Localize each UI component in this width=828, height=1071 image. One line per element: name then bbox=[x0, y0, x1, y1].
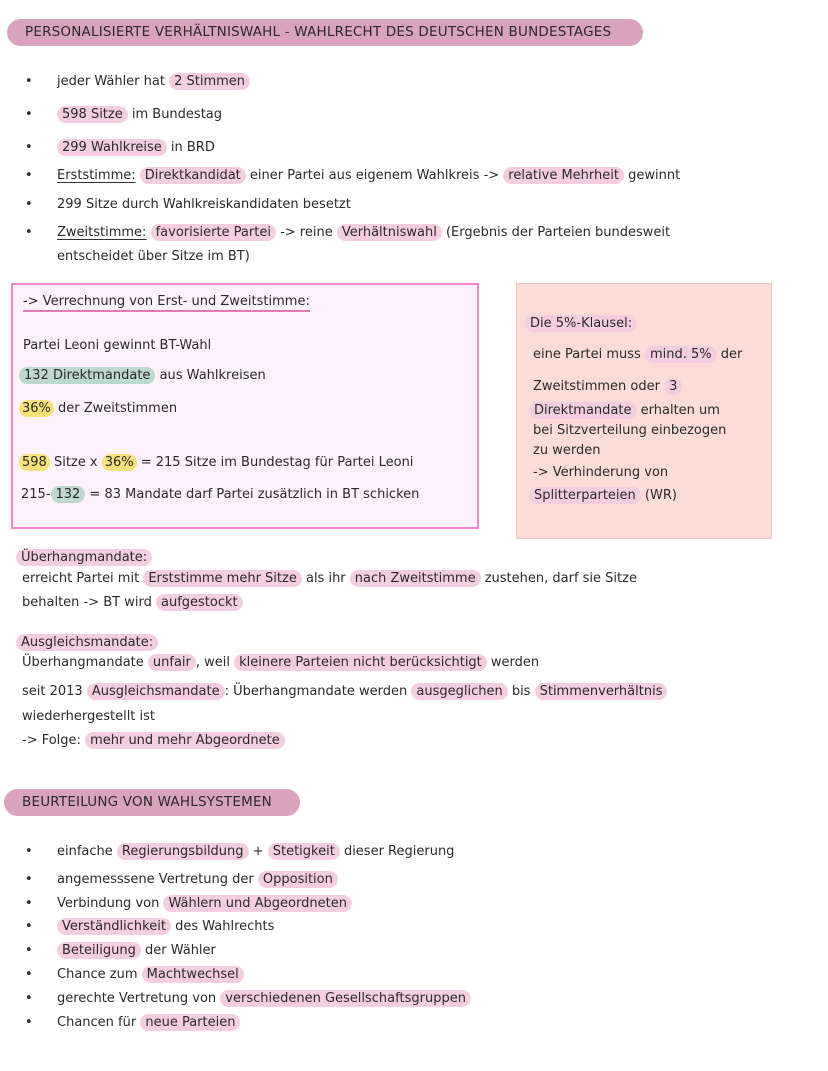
text: dieser Regierung bbox=[339, 844, 455, 859]
text: 299 Sitze durch Wahlkreiskandidaten besetzt bbox=[57, 197, 351, 212]
highlight: Regierungsbildung bbox=[117, 843, 249, 860]
text-line bbox=[22, 731, 285, 751]
highlight: 598 Sitze bbox=[57, 106, 128, 123]
box-5-prozent-klausel bbox=[516, 283, 772, 539]
highlight: Erststimme mehr Sitze bbox=[143, 570, 302, 587]
text-line bbox=[19, 366, 266, 386]
highlight: mind. 5% bbox=[645, 346, 717, 363]
bullet: • bbox=[25, 74, 33, 89]
list-item bbox=[0, 165, 828, 187]
text-line bbox=[533, 345, 742, 365]
text-line bbox=[22, 593, 243, 613]
highlight: Opposition bbox=[258, 871, 338, 888]
text: Verbindung von bbox=[57, 896, 164, 911]
bullet: • bbox=[25, 872, 33, 887]
list-item bbox=[0, 940, 828, 962]
text-line bbox=[22, 682, 667, 702]
text: einer Partei aus eigenem Wahlkreis -> bbox=[245, 168, 504, 183]
box-heading: -> Verrechnung von Erst- und Zweitstimme: bbox=[23, 294, 310, 309]
bullet: • bbox=[25, 197, 33, 212]
bullet: • bbox=[25, 168, 33, 183]
text: (WR) bbox=[640, 488, 677, 503]
text: im Bundestag bbox=[127, 107, 223, 122]
list-item bbox=[0, 964, 828, 986]
text: Partei Leoni gewinnt BT-Wahl bbox=[23, 338, 212, 353]
highlight: 132 Direktmandate bbox=[19, 367, 155, 384]
text: -> Folge: bbox=[22, 733, 86, 748]
text: bei Sitzverteilung einbezogen bbox=[533, 423, 727, 438]
text: der Zweitstimmen bbox=[53, 401, 178, 416]
bullet: • bbox=[25, 896, 33, 911]
text: zu werden bbox=[533, 443, 601, 458]
text: , weil bbox=[195, 655, 235, 670]
highlight: unfair bbox=[148, 654, 196, 671]
text: des Wahlrechts bbox=[170, 919, 275, 934]
text: entscheidet über Sitze im BT) bbox=[57, 249, 250, 264]
text: jeder Wähler hat bbox=[57, 74, 170, 89]
text: + bbox=[248, 844, 268, 859]
highlight: Ausgleichsmandate bbox=[87, 683, 225, 700]
list-item bbox=[0, 893, 828, 915]
highlight: favorisierte Partei bbox=[151, 224, 276, 241]
text-line bbox=[19, 399, 177, 419]
highlight: 36% bbox=[102, 454, 137, 471]
bullet: • bbox=[25, 967, 33, 982]
text-line bbox=[22, 569, 637, 589]
text: = 83 Mandate darf Partei zusätzlich in BT schicken bbox=[85, 487, 420, 502]
text: behalten -> BT wird bbox=[22, 595, 156, 610]
highlight: ausgeglichen bbox=[411, 683, 507, 700]
bullet: • bbox=[25, 107, 33, 122]
box-heading bbox=[525, 314, 637, 334]
heading-ueberhangmandate bbox=[16, 548, 152, 568]
bullet: • bbox=[25, 991, 33, 1006]
text-line bbox=[21, 485, 419, 505]
highlight: mehr und mehr Abgeordnete bbox=[85, 732, 285, 749]
text: Chance zum bbox=[57, 967, 142, 982]
list-item-continuation bbox=[0, 246, 828, 268]
bullet: • bbox=[25, 844, 33, 859]
text: (Ergebnis der Parteien bundesweit bbox=[441, 225, 671, 240]
highlight: Machtwechsel bbox=[142, 966, 244, 983]
highlight: neue Parteien bbox=[140, 1014, 240, 1031]
text: gerechte Vertretung von bbox=[57, 991, 221, 1006]
list-item bbox=[0, 222, 828, 244]
highlight: kleinere Parteien nicht berücksichtigt bbox=[234, 654, 487, 671]
highlight: nach Zweitstimme bbox=[350, 570, 481, 587]
text: gewinnt bbox=[623, 168, 681, 183]
list-item bbox=[0, 916, 828, 938]
text: der Wähler bbox=[140, 943, 216, 958]
text-line bbox=[533, 377, 682, 397]
text: erhalten um bbox=[636, 403, 720, 418]
list-item bbox=[0, 1012, 828, 1034]
bullet: • bbox=[25, 919, 33, 934]
highlight: relative Mehrheit bbox=[503, 167, 624, 184]
text: wiederhergestellt ist bbox=[22, 709, 156, 724]
list-item bbox=[0, 869, 828, 891]
text: Sitze x bbox=[49, 455, 102, 470]
text: 215- bbox=[21, 487, 51, 502]
text: -> reine bbox=[275, 225, 337, 240]
text: seit 2013 bbox=[22, 684, 87, 699]
highlight: Ausgleichsmandate: bbox=[16, 634, 158, 651]
highlight: Stetigkeit bbox=[268, 843, 340, 860]
highlight: Verständlichkeit bbox=[57, 918, 171, 935]
text: werden bbox=[486, 655, 540, 670]
text: der bbox=[716, 347, 743, 362]
text-line bbox=[529, 401, 720, 421]
highlight: Beteiligung bbox=[57, 942, 141, 959]
highlight: Wählern und Abgeordneten bbox=[163, 895, 351, 912]
bullet: • bbox=[25, 225, 33, 240]
list-item bbox=[0, 104, 828, 126]
term-zweitstimme: Zweitstimme: bbox=[57, 225, 147, 240]
section-title-wahlrecht: PERSONALISIERTE VERHÄLTNISWAHL - WAHLRECHT DES DEUTSCHEN BUNDESTAGES bbox=[7, 19, 643, 46]
text: Überhangmandate bbox=[22, 655, 148, 670]
text: Zweitstimmen oder bbox=[533, 379, 665, 394]
highlight: Verhältniswahl bbox=[337, 224, 442, 241]
text: eine Partei muss bbox=[533, 347, 645, 362]
list-item bbox=[0, 841, 828, 863]
highlight: Direktkandidat bbox=[140, 167, 246, 184]
highlight: Stimmenverhältnis bbox=[535, 683, 668, 700]
text: aus Wahlkreisen bbox=[155, 368, 266, 383]
highlight: Die 5%-Klausel: bbox=[525, 315, 637, 332]
text: bis bbox=[507, 684, 535, 699]
text: zustehen, darf sie Sitze bbox=[480, 571, 637, 586]
text-line bbox=[19, 453, 413, 473]
heading-ausgleichsmandate bbox=[16, 633, 158, 653]
text: Chancen für bbox=[57, 1015, 141, 1030]
section-title-beurteilung: BEURTEILUNG VON WAHLSYSTEMEN bbox=[4, 789, 300, 816]
box-verrechnung bbox=[11, 283, 479, 529]
text: als ihr bbox=[301, 571, 350, 586]
highlight: Direktmandate bbox=[529, 402, 637, 419]
text: in BRD bbox=[166, 140, 215, 155]
text: erreicht Partei mit bbox=[22, 571, 144, 586]
text: -> Verhinderung von bbox=[533, 465, 669, 480]
text-line bbox=[22, 653, 539, 673]
text: angemesssene Vertretung der bbox=[57, 872, 258, 887]
text: : Überhangmandate werden bbox=[224, 684, 412, 699]
bullet: • bbox=[25, 943, 33, 958]
list-item bbox=[0, 194, 828, 216]
text-line bbox=[529, 486, 677, 506]
bullet: • bbox=[25, 140, 33, 155]
highlight: 36% bbox=[19, 400, 54, 417]
list-item bbox=[0, 988, 828, 1010]
highlight: 132 bbox=[51, 486, 86, 503]
highlight: 2 Stimmen bbox=[169, 73, 250, 90]
highlight: aufgestockt bbox=[156, 594, 243, 611]
highlight: Splitterparteien bbox=[529, 487, 641, 504]
list-item bbox=[0, 71, 828, 93]
highlight: verschiedenen Gesellschaftsgruppen bbox=[220, 990, 471, 1007]
bullet: • bbox=[25, 1015, 33, 1030]
highlight: 598 bbox=[19, 454, 50, 471]
highlight: 3 bbox=[664, 378, 682, 395]
highlight: Überhangmandate: bbox=[16, 549, 152, 566]
text: = 215 Sitze im Bundestag für Partei Leoni bbox=[136, 455, 414, 470]
text: einfache bbox=[57, 844, 117, 859]
highlight: 299 Wahlkreise bbox=[57, 139, 167, 156]
list-item bbox=[0, 137, 828, 159]
term-erststimme: Erststimme: bbox=[57, 168, 136, 183]
